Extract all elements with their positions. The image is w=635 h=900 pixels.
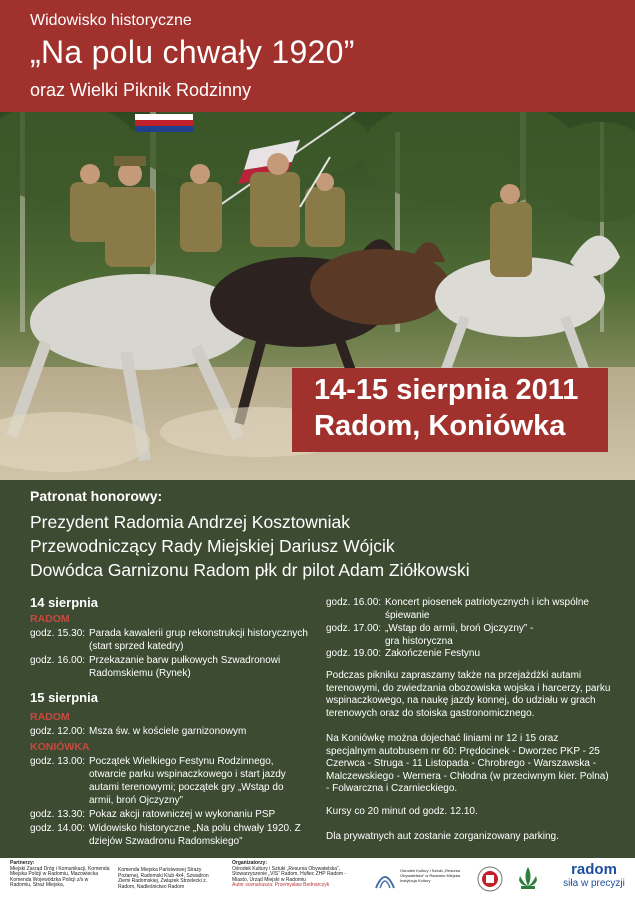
event-time: godz. 14.00: [30, 823, 86, 834]
header [0, 0, 635, 112]
radom-logo-text: radom [571, 861, 617, 878]
organizers-list: Ośrodek Kultury i Sztuki „Resursa Obywatelska”, Stowarzyszenie „VIS” Radom, Hufiec ZHP Radom - Miasto, Urząd Miejski w Radomiu [232, 865, 347, 883]
event-text: Parada kawalerii grup rekonstrukcji historycznych (start sprzed katedry) [89, 628, 308, 652]
event-text: Początek Wielkiego Festynu Rodzinnego, otwarcie parku wspinaczkowego i start jazdy autami terenowymi; początek gry „Wstąp do armii, broń Ojczyzny” [89, 756, 286, 806]
event-time: godz. 19.00: [326, 648, 382, 659]
event-time: godz. 13.00: [30, 756, 86, 767]
event-date: 14-15 sierpnia 2011 [314, 374, 579, 406]
radom-logo [556, 862, 632, 890]
resursa-logo-icon [372, 864, 398, 894]
patron-line: Dowódca Garnizonu Radom płk dr pilot Adam Ziółkowski [30, 560, 470, 580]
event-place: Radom, Koniówka [314, 410, 566, 442]
schedule-item [30, 822, 320, 848]
schedule-item [30, 654, 320, 680]
schedule-item [326, 596, 616, 622]
event-text: „Wstąp do armii, broń Ojczyzny” - gra historyczna [385, 623, 534, 647]
radom-tagline: siła w precyzji [563, 878, 625, 889]
day2-heading: 15 sierpnia [30, 690, 98, 705]
organizers-label: Organizatorzy: [232, 860, 268, 866]
scout-lily-icon [515, 864, 541, 894]
transport-paragraph: Na Koniówkę można dojechać liniami nr 12 i 15 oraz specjalnym autobusem nr 60: Prędocinek - Dworzec PKP - 25 Czerwca - Struga - 11 Listopada - Chrobrego - Warszawska - Malczewskiego - Wernera - Chłodna (w przeciwnym kier. Polna) - Folwarczna i Czarnieckiego. [326, 733, 609, 794]
partners-label: Partnerzy: [10, 860, 35, 866]
bus-frequency: Kursy co 20 minut od godz. 12.10. [326, 806, 478, 817]
resursa-logo-text: Ośrodek Kultury i Sztuki „Resursa Obywatelska” w Radomiu Miejska Instytucja Kultury [400, 868, 461, 883]
schedule-item [30, 755, 320, 807]
day1-place: RADOM [30, 613, 70, 625]
footer [0, 858, 635, 900]
organizers-col [232, 861, 360, 889]
program-section [0, 480, 635, 858]
date-banner [292, 368, 608, 452]
event-time: godz. 12.00: [30, 726, 86, 737]
partners-col-1 [10, 861, 110, 889]
event-time: godz. 13.30: [30, 809, 86, 820]
author-credit: Autor scenariusza: Przemysław Bednarczyk [232, 882, 330, 889]
event-text: Zakończenie Festynu [385, 648, 481, 659]
event-text: Pokaz akcji ratowniczej w wykonaniu PSP [89, 809, 276, 820]
schedule-item [30, 808, 320, 821]
event-time: godz. 16.00: [30, 655, 86, 666]
event-text: Widowisko historyczne „Na polu chwały 1920. Z dziejów Szwadronu Radomskiego” [89, 823, 301, 847]
poster-title: „Na polu chwały 1920” [30, 34, 355, 70]
event-text: Koncert piosenek patriotycznych i ich wspólne śpiewanie [385, 597, 589, 621]
partners-list: Miejski Zarząd Dróg i Komunikacji, Komenda Miejska Policji w Radomiu, Mazowiecka Komenda Wojewódzka Policji z/s w Radomiu, Straż Miejska, [10, 865, 110, 889]
parking-note: Dla prywatnych aut zostanie zorganizowany parking. [326, 831, 559, 842]
event-text: Przekazanie barw pułkowych Szwadronowi Radomskiemu (Rynek) [89, 655, 281, 679]
header-kicker: Widowisko historyczne [30, 12, 192, 29]
patron-line: Prezydent Radomia Andrzej Kosztowniak [30, 512, 351, 532]
day2-place-koniowka: KONIÓWKA [30, 741, 90, 753]
event-text: Msza św. w kościele garnizonowym [89, 726, 247, 737]
partners-list: Komenda Miejska Państwowej Straży Pożarnej, Radomski Klub 4x4, Szwadron Ziemi Radomskiej, Związek Strzelecki z. Radom, Nadleśnictwo Radom [118, 867, 209, 890]
schedule-item [30, 725, 320, 738]
schedule-item [30, 627, 320, 653]
day1-heading: 14 sierpnia [30, 595, 98, 610]
event-time: godz. 15.30: [30, 628, 86, 639]
emblem-icon [477, 866, 503, 892]
schedule-item [326, 622, 616, 648]
info-paragraph: Podczas pikniku zapraszamy także na przejażdżki autami terenowymi, do zwiedzania obozowiska wojska i harcerzy, parku wspinaczkowego, na naukę jazdy konnej, do udziału w grach terenowych oraz do stoiska gastronomicznego. [326, 670, 611, 719]
day2-place-radom: RADOM [30, 711, 70, 723]
poster-subtitle: oraz Wielki Piknik Rodzinny [30, 80, 252, 100]
partners-col-2 [118, 868, 218, 890]
event-time: godz. 16.00: [326, 597, 382, 608]
patron-line: Przewodniczący Rady Miejskiej Dariusz Wójcik [30, 536, 395, 556]
patronat-heading: Patronat honorowy: [30, 488, 163, 504]
schedule-item [326, 647, 616, 660]
event-time: godz. 17.00: [326, 623, 382, 634]
